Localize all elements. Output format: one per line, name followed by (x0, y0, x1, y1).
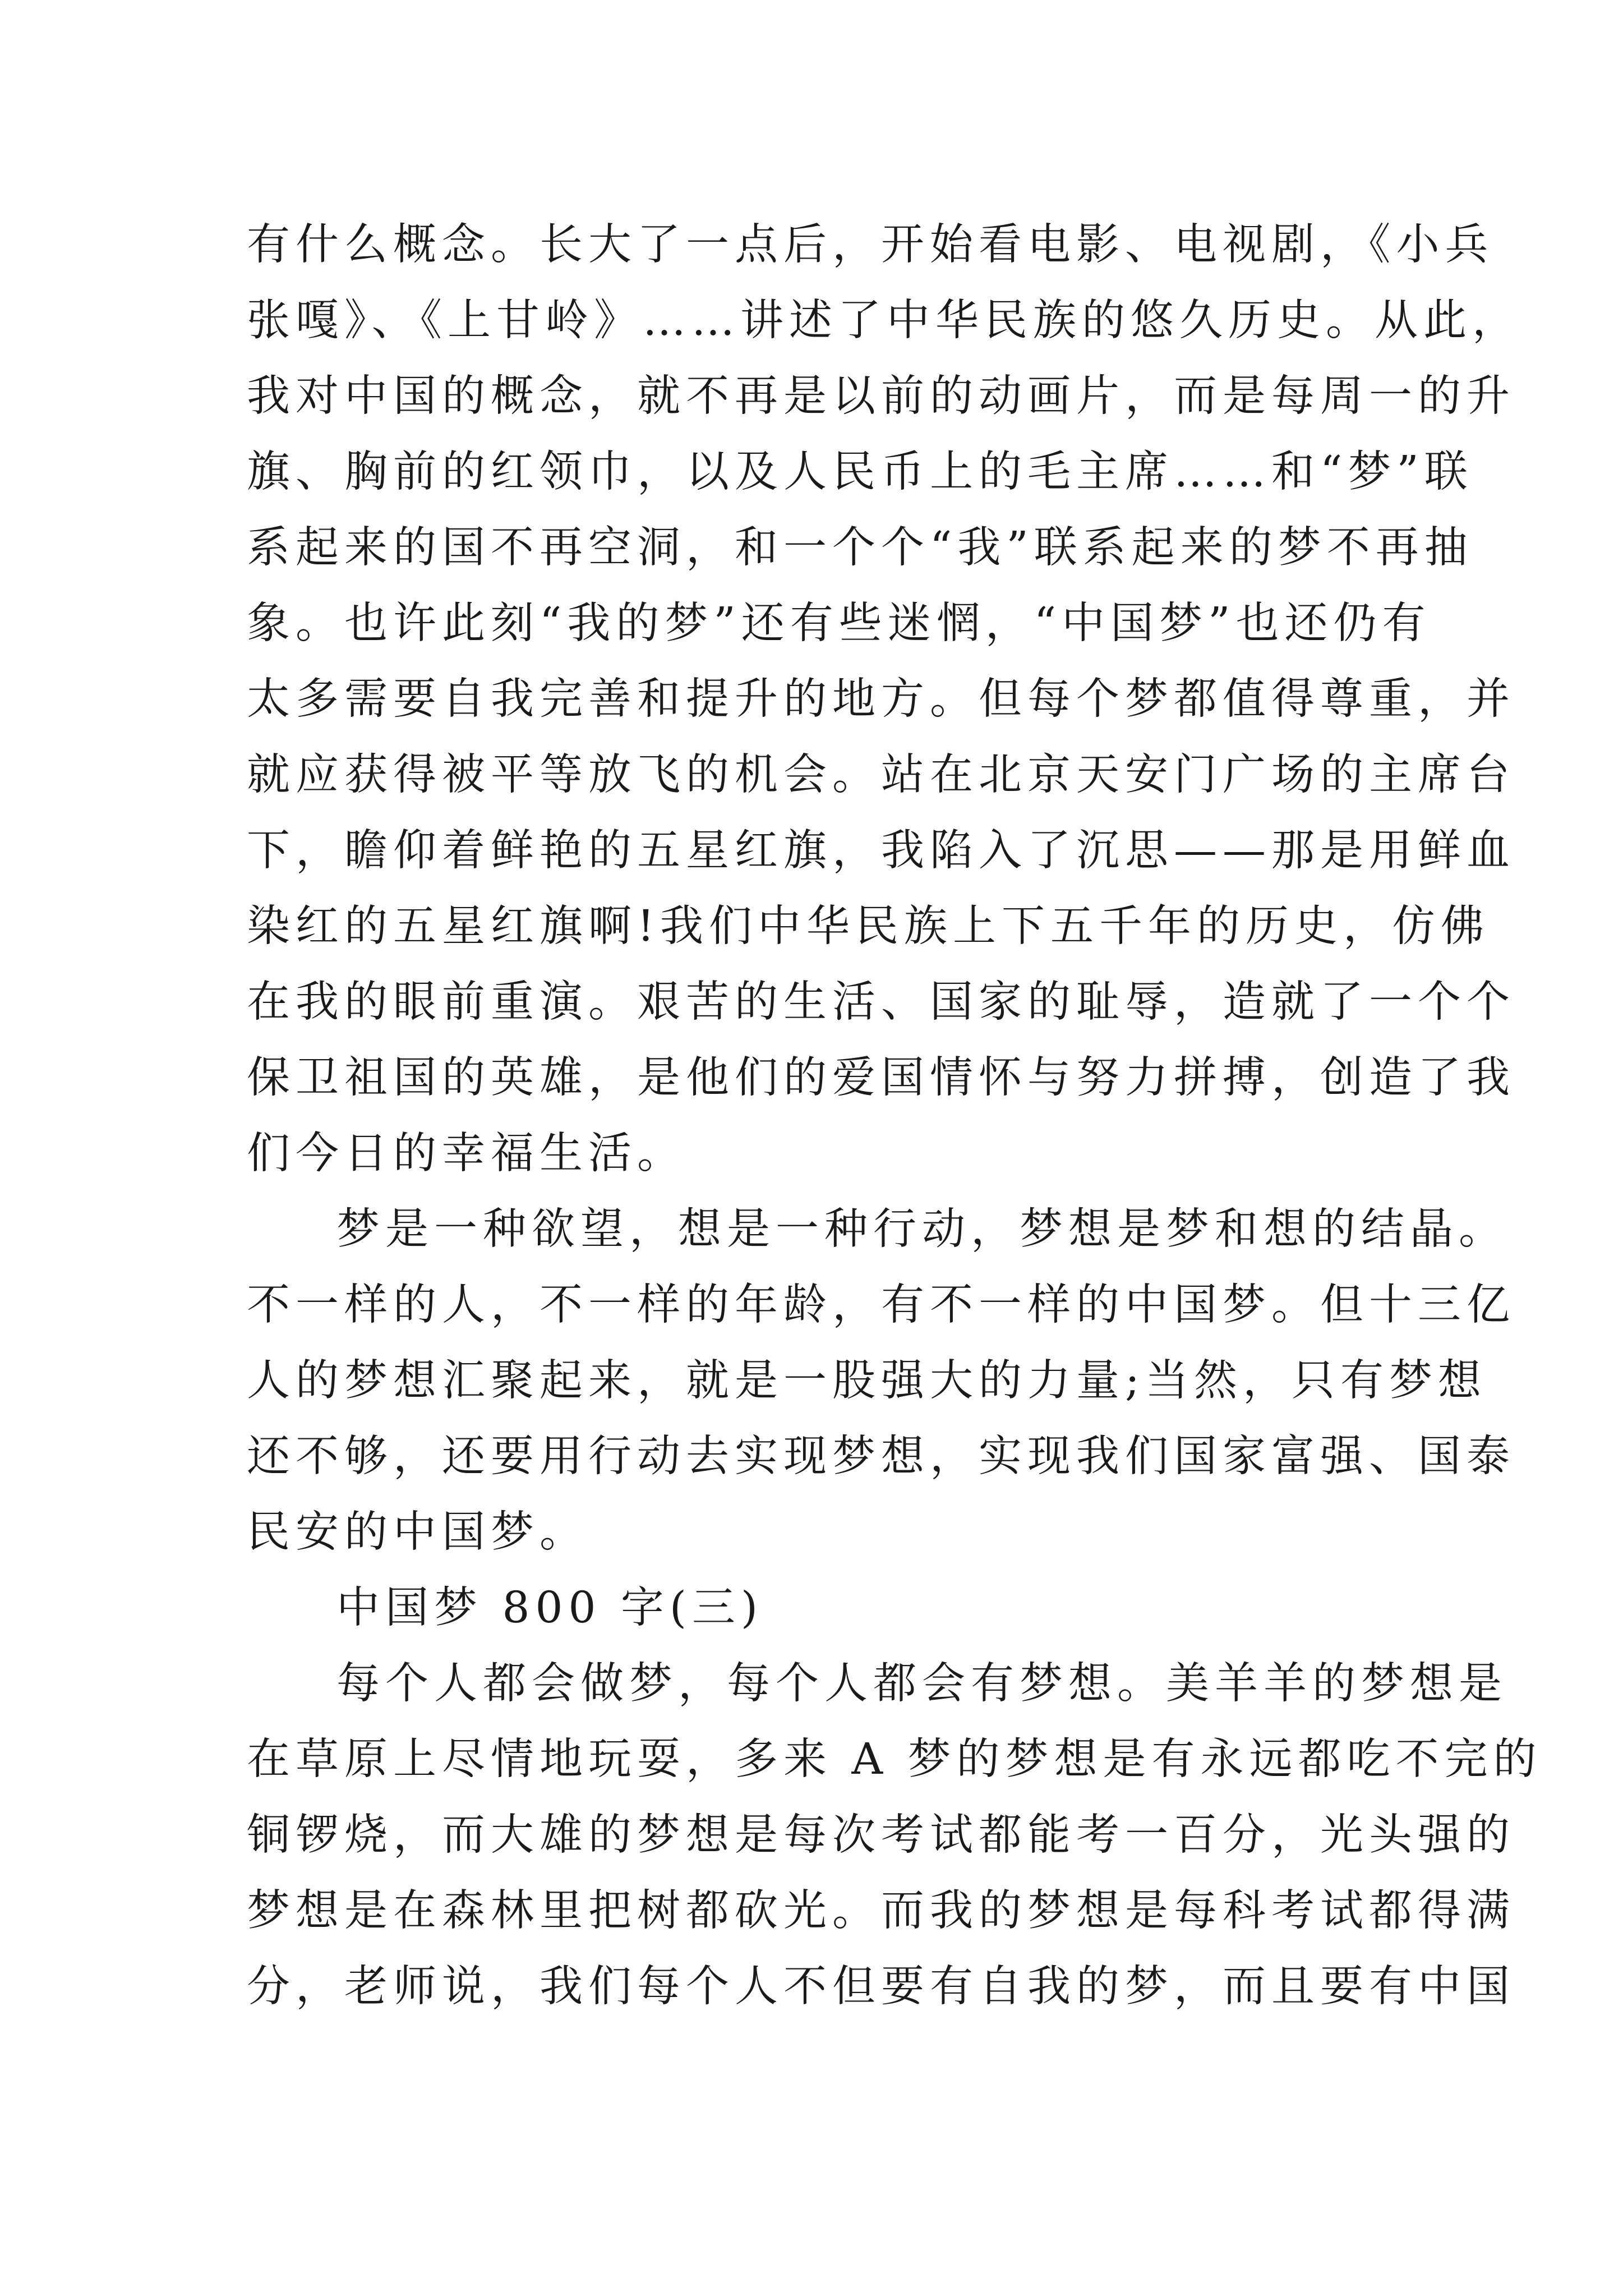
text-line: 们今日的幸福生活。 (247, 1129, 686, 1179)
text-line: 就应获得被平等放飞的机会。站在北京天安门广场的主席台 (247, 750, 1515, 800)
text-line: 染红的五星红旗啊!我们中华民族上下五千年的历史，仿佛 (247, 901, 1490, 951)
text-line: 象。也许此刻“我的梦”还有些迷惘，“中国梦”也还仍有 (247, 599, 1431, 648)
text-line: 不一样的人，不一样的年龄，有不一样的中国梦。但十三亿 (247, 1280, 1515, 1330)
text-line: 民安的中国梦。 (247, 1507, 588, 1557)
paragraph-first-line: 梦是一种欲望，想是一种行动，梦想是梦和想的结晶。 (336, 1204, 1507, 1254)
text-line: 在我的眼前重演。艰苦的生活、国家的耻辱，造就了一个个 (247, 977, 1515, 1027)
text-line: 还不够，还要用行动去实现梦想，实现我们国家富强、国泰 (247, 1432, 1515, 1481)
text-line: 分，老师说，我们每个人不但要有自我的梦，而且要有中国 (247, 1962, 1515, 2012)
text-line: 下，瞻仰着鲜艳的五星红旗，我陷入了沉思——那是用鲜血 (247, 826, 1515, 876)
text-line: 系起来的国不再空洞，和一个个“我”联系起来的梦不再抽 (247, 523, 1473, 573)
text-line: 保卫祖国的英雄，是他们的爱国情怀与努力拼搏，创造了我 (247, 1053, 1515, 1103)
text-line: 铜锣烧，而大雄的梦想是每次考试都能考一百分，光头强的 (247, 1810, 1515, 1860)
text-line: 太多需要自我完善和提升的地方。但每个梦都值得尊重，并 (247, 674, 1515, 724)
text-line: 张嘎》、《上甘岭》……讲述了中华民族的悠久历史。从此， (247, 296, 1521, 346)
text-line: 人的梦想汇聚起来，就是一股强大的力量;当然，只有梦想 (247, 1356, 1487, 1406)
text-line: 在草原上尽情地玩耍，多来 A 梦的梦想是有永远都吃不完的 (247, 1734, 1542, 1784)
text-line: 梦想是在森林里把树都砍光。而我的梦想是每科考试都得满 (247, 1886, 1515, 1936)
text-line: 旗、胸前的红领巾，以及人民币上的毛主席……和“梦”联 (247, 447, 1473, 497)
text-line: 我对中国的概念，就不再是以前的动画片，而是每周一的升 (247, 371, 1515, 421)
paragraph-first-line: 每个人都会做梦，每个人都会有梦想。美羊羊的梦想是 (336, 1659, 1507, 1709)
section-heading: 中国梦 800 字(三) (336, 1583, 764, 1633)
text-line: 有什么概念。长大了一点后，开始看电影、电视剧，《小兵 (247, 220, 1494, 270)
